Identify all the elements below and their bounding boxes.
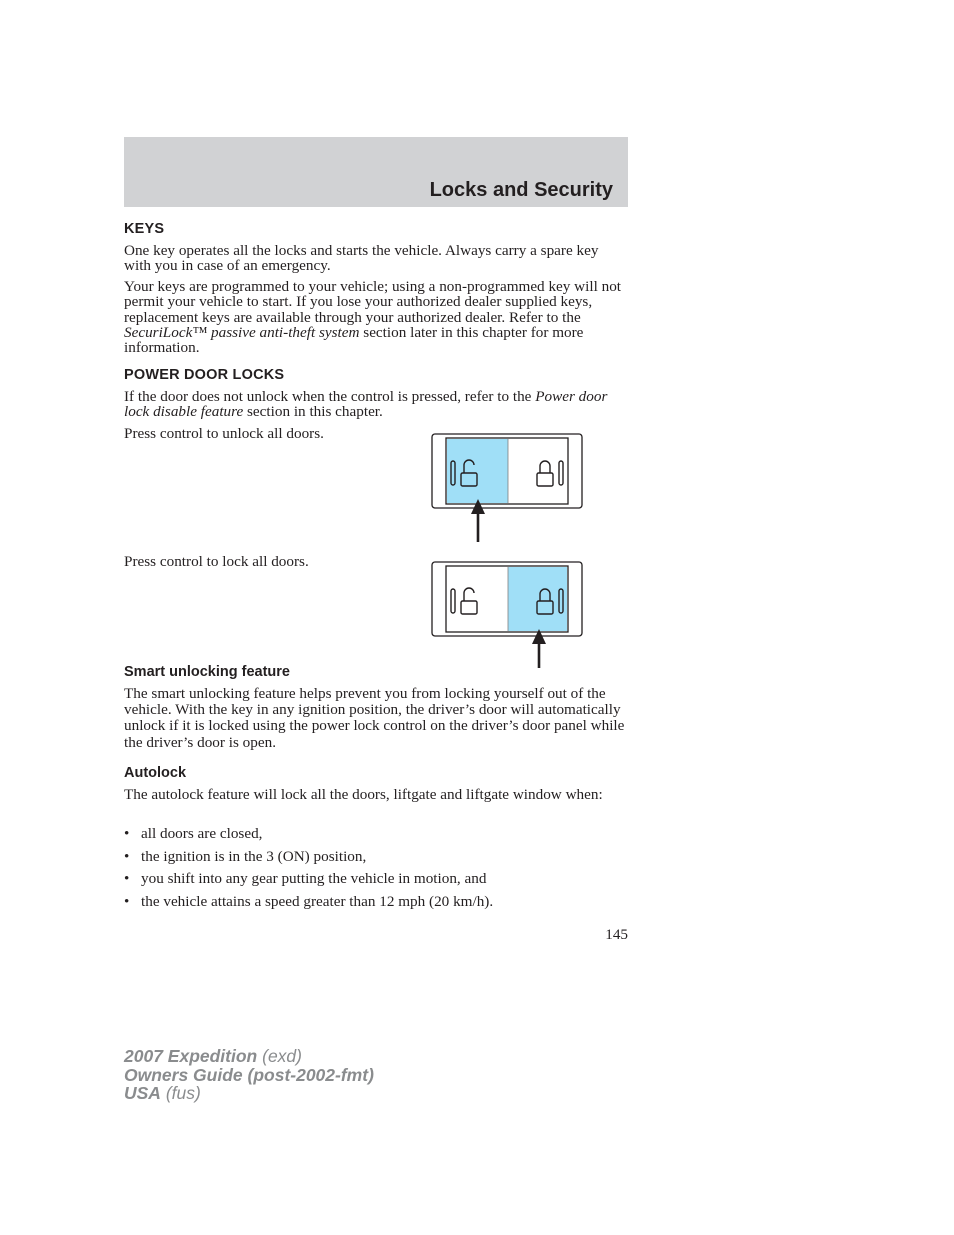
lock-half-highlight	[508, 567, 567, 631]
disable-feature-reference: Power door lock disable feature	[124, 388, 608, 421]
lock-switch-illustration	[430, 560, 586, 672]
lock-caption: Press control to lock all doors.	[124, 553, 309, 570]
autolock-heading: Autolock	[124, 765, 187, 781]
page-number: 145	[605, 926, 628, 943]
bullet-icon: •	[124, 825, 130, 842]
smart-unlocking-paragraph: The smart unlocking feature helps prevent you from locking yourself out of the vehicle. With the key in any ignition position, the driver’s door will automatically unlock if it is locked using the power lock control on the driver’s door panel while the driver’s door is open.	[124, 685, 625, 751]
power-door-locks-heading: POWER DOOR LOCKS	[124, 367, 285, 383]
unlock-caption: Press control to unlock all doors.	[124, 425, 324, 442]
section-header-band	[124, 137, 628, 207]
document-footer: 2007 Expedition (exd) Owners Guide (post-2002-fmt) USA (fus)	[124, 1046, 374, 1103]
unlock-switch-illustration	[430, 432, 586, 544]
bullet-icon: •	[124, 893, 130, 910]
keys-heading: KEYS	[124, 221, 165, 237]
autolock-paragraph: The autolock feature will lock all the doors, liftgate and liftgate window when:	[124, 786, 603, 803]
smart-unlocking-heading: Smart unlocking feature	[124, 664, 290, 680]
securilock-reference: SecuriLock™ passive anti-theft system	[124, 323, 360, 341]
section-title: Locks and Security	[429, 179, 613, 201]
footer-market: USA	[124, 1083, 161, 1103]
bullet-icon: •	[124, 848, 130, 865]
keys-paragraph-1: One key operates all the locks and starts the vehicle. Always carry a spare key with you in case of an emergency.	[124, 242, 599, 275]
footer-guide: Owners Guide (post-2002-fmt)	[124, 1064, 374, 1085]
unlock-half-highlight	[447, 439, 508, 503]
footer-model: 2007 Expedition	[124, 1046, 258, 1066]
keys-paragraph-2: Your keys are programmed to your vehicle; using a non-programmed key will not permit your vehicle to start. If you lose your authorized dealer supplied keys, replacement keys are available through your authorized dealer. Refer to the SecuriLock™ passive anti-theft system section later in this chapter for more information.	[124, 278, 622, 357]
bullet-icon: •	[124, 870, 130, 887]
power-door-locks-paragraph: If the door does not unlock when the control is pressed, refer to the Power door lock disable feature section in this chapter.	[124, 388, 608, 421]
